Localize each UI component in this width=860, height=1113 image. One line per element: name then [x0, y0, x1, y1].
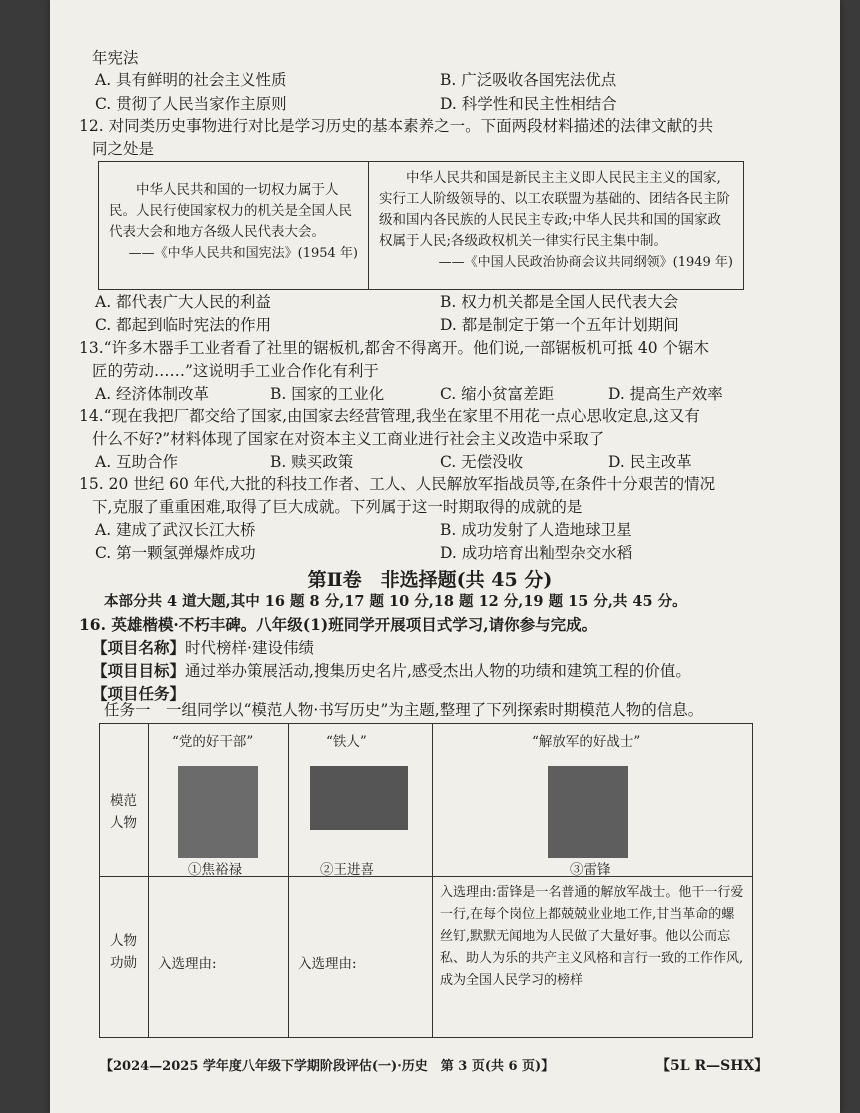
- q15-option-b: B. 成功发射了人造地球卫星: [440, 521, 632, 539]
- q12-right-source: ——《中国人民政治协商会议共同纲领》(1949 年): [438, 255, 733, 270]
- q16-task1: 任务一 一组同学以“模范人物·书写历史”为主题,整理了下列探索时期模范人物的信息。: [104, 701, 704, 719]
- q13-stem-line1: 13.“许多木器手工业者看了社里的锯板机,都舍不得离开。他们说,一部锯板机可抵 40 个锯木: [79, 339, 710, 357]
- row-label-achievements: 人物功勋: [110, 933, 137, 971]
- figure-name-1: ①焦裕禄: [188, 862, 242, 878]
- q13-option-a: A. 经济体制改革: [95, 385, 210, 403]
- q12-option-b: B. 权力机关都是全国人民代表大会: [440, 293, 679, 311]
- q13-stem-line2: 匠的劳动……”这说明手工业合作化有利于: [92, 362, 379, 380]
- q14-stem-line2: 什么不好?”材料体现了国家在对资本主义工商业进行社会主义改造中采取了: [92, 430, 605, 448]
- q11-option-c: C. 贯彻了人民当家作主原则: [95, 95, 287, 113]
- figure-name-3: ③雷锋: [570, 862, 611, 878]
- reason-lei-feng: 入选理由:雷锋是一名普通的解放军战士。他干一行爱一行,在每个岗位上都兢兢业业地工作,甘当革命的螺丝钉,默默无闻地为人民做了大量好事。他以公而忘私、助人为乐的共产主义风格和言行一致的工作作风,成为全国人民学习的榜样: [440, 885, 744, 988]
- q12-material-table: [98, 161, 744, 290]
- q16-heading: 16. 英雄楷模·不朽丰碑。八年级(1)班同学开展项目式学习,请你参与完成。: [79, 615, 598, 634]
- row-label-figures: 模范人物: [110, 793, 137, 831]
- table-vline: [148, 724, 149, 1037]
- table-vline: [288, 724, 289, 1037]
- col-title-1: “党的好干部”: [172, 734, 254, 750]
- q12-option-c: C. 都起到临时宪法的作用: [95, 316, 272, 334]
- q14-option-a: A. 互助合作: [95, 453, 179, 471]
- q14-option-c: C. 无偿没收: [440, 453, 524, 471]
- q11-option-b: B. 广泛吸收各国宪法优点: [440, 71, 617, 89]
- q14-option-d: D. 民主改革: [608, 453, 692, 471]
- q16-project-name: [92, 638, 314, 658]
- col-title-3: “解放军的好战士”: [532, 734, 641, 750]
- q15-option-a: A. 建成了武汉长江大桥: [95, 521, 256, 539]
- q16-project-goal-value: 通过举办策展活动,搜集历史名片,感受杰出人物的功绩和建筑工程的价值。: [185, 662, 691, 680]
- q16-project-goal: [92, 661, 691, 681]
- portrait-jiao-yulu: [178, 766, 258, 858]
- q11-tail: 年宪法: [92, 49, 139, 67]
- q11-option-a: A. 具有鲜明的社会主义性质: [95, 71, 287, 89]
- q12-stem-line2: 同之处是: [92, 140, 155, 158]
- q12-left-text: 中华人民共和国的一切权力属于人民。人民行使国家权力的机关是全国人民代表大会和地方各级人民代表大会。: [109, 182, 352, 240]
- q12-material-right: [369, 162, 743, 289]
- q14-stem-line1: 14.“现在我把厂都交给了国家,由国家去经营管理,我坐在家里不用花一点心思收定息,这又有: [79, 407, 700, 425]
- q14-option-b: B. 赎买政策: [270, 453, 354, 471]
- q11-option-d: D. 科学性和民主性相结合: [440, 95, 617, 113]
- q12-right-text: 中华人民共和国是新民主主义即人民民主主义的国家,实行工人阶级领导的、以工农联盟为基础的、团结各民主阶级和国内各民族的人民民主专政;中华人民共和国的国家政权属于人民;各级政权机关一律实行民主集中制。: [379, 170, 730, 249]
- section-2-title: 第Ⅱ卷 非选择题(共 45 分): [307, 569, 553, 591]
- portrait-wang-jinxi: [310, 766, 408, 830]
- q12-material-left: [99, 162, 369, 289]
- q15-option-d: D. 成功培育出籼型杂交水稻: [440, 544, 633, 562]
- q16-project-name-value: 时代榜样·建设伟绩: [185, 639, 314, 657]
- q12-stem-line1: 12. 对同类历史事物进行对比是学习历史的基本素养之一。下面两段材料描述的法律文献的共: [79, 117, 714, 135]
- section-2-description: 本部分共 4 道大题,其中 16 题 8 分,17 题 10 分,18 题 12 分,19 题 15 分,共 45 分。: [104, 593, 687, 610]
- q15-option-c: C. 第一颗氢弹爆炸成功: [95, 544, 256, 562]
- q13-option-c: C. 缩小贫富差距: [440, 385, 555, 403]
- q16-project-goal-label: 【项目目标】: [92, 661, 186, 680]
- portrait-lei-feng: [548, 766, 628, 858]
- col-title-2: “铁人”: [326, 734, 367, 750]
- page-footer-info: 【2024—2025 学年度八年级下学期阶段评估(一)·历史 第 3 页(共 6 页)】: [100, 1059, 555, 1074]
- q15-stem-line1: 15. 20 世纪 60 年代,大批的科技工作者、工人、人民解放军指战员等,在条件十分艰苦的情况: [79, 475, 716, 493]
- q12-left-source: ——《中华人民共和国宪法》(1954 年): [128, 246, 358, 261]
- q15-stem-line2: 下,克服了重重困难,取得了巨大成就。下列属于这一时期取得的成就的是: [92, 498, 583, 516]
- q13-option-b: B. 国家的工业化: [270, 385, 385, 403]
- page-footer-code: 【5L R—SHX】: [656, 1058, 769, 1074]
- q13-option-d: D. 提高生产效率: [608, 385, 723, 403]
- q12-option-a: A. 都代表广大人民的利益: [95, 293, 272, 311]
- model-figures-table: [99, 723, 753, 1038]
- reason-blank-1: 入选理由:: [158, 956, 217, 972]
- figure-name-2: ②王进喜: [320, 862, 374, 878]
- q16-project-name-label: 【项目名称】: [92, 638, 186, 657]
- table-vline: [432, 724, 433, 1037]
- q16-task-label: 【项目任务】: [92, 684, 186, 703]
- reason-blank-2: 入选理由:: [298, 956, 357, 972]
- q12-option-d: D. 都是制定于第一个五年计划期间: [440, 316, 679, 334]
